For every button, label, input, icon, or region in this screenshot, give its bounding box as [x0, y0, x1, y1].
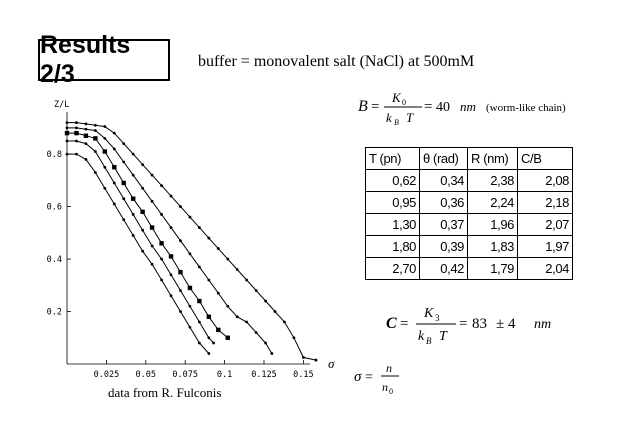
eq-c-num-sub: 3	[435, 313, 440, 323]
eq-c-den-tail: T	[439, 329, 447, 344]
data-point	[226, 258, 229, 261]
data-point	[141, 229, 144, 232]
eq-c-den: k	[418, 329, 425, 344]
x-tick-label: 0.125	[251, 370, 277, 380]
series-line-5	[67, 154, 209, 353]
series-line-2	[67, 128, 272, 354]
data-point	[66, 121, 69, 124]
data-point	[226, 305, 229, 308]
data-point	[66, 140, 69, 143]
data-point	[85, 123, 88, 126]
eq-c-value: 83	[472, 316, 487, 332]
data-point	[170, 273, 173, 276]
table-cell: 2,38	[468, 170, 518, 192]
data-point	[207, 336, 210, 339]
data-point	[66, 153, 69, 156]
data-point	[216, 328, 220, 332]
eq-b-equals: =	[371, 99, 380, 115]
data-point	[141, 187, 144, 190]
sigma-definition	[352, 360, 412, 398]
data-point	[75, 126, 78, 129]
data-point	[245, 279, 248, 282]
data-point	[179, 205, 182, 208]
data-point	[170, 226, 173, 229]
data-point	[170, 294, 173, 297]
data-point	[207, 279, 210, 282]
header-theta: θ (rad)	[420, 148, 468, 170]
data-point	[264, 300, 267, 303]
eq-c-lhs: C	[386, 315, 397, 332]
data-point	[141, 163, 144, 166]
table-cell: 1,79	[468, 258, 518, 280]
data-point	[122, 161, 125, 164]
data-point	[94, 129, 97, 132]
data-point	[122, 218, 125, 221]
data-point	[189, 252, 192, 255]
data-point	[151, 174, 154, 177]
y-tick-label: 0.4	[46, 255, 62, 266]
data-point	[255, 331, 258, 334]
data-point	[255, 289, 258, 292]
eq-b-equals-2: =	[424, 99, 433, 115]
eq-b-lhs: B	[358, 98, 368, 115]
data-point	[132, 213, 135, 216]
table-cell: 0,62	[366, 170, 420, 192]
x-axis-label: σ	[328, 356, 335, 371]
table-row	[366, 258, 573, 280]
data-point	[315, 359, 318, 362]
data-point	[75, 121, 78, 124]
series-line-3	[67, 133, 228, 338]
table-cell: 1,96	[468, 214, 518, 236]
eq-c-pm: ± 4	[496, 316, 516, 332]
data-point	[189, 326, 192, 329]
data-point	[207, 315, 211, 319]
data-point	[74, 131, 78, 135]
table-cell: 2,18	[518, 192, 573, 214]
table-cell: 0,34	[420, 170, 468, 192]
data-point	[217, 247, 220, 250]
y-axis-label: Z/L	[54, 100, 70, 110]
data-point	[132, 234, 135, 237]
data-point	[122, 142, 125, 145]
data-point	[217, 292, 220, 295]
data-point	[236, 268, 239, 271]
data-credit: data from R. Fulconis	[108, 385, 222, 400]
data-point	[179, 289, 182, 292]
data-point	[113, 147, 116, 150]
data-point	[236, 315, 239, 318]
eq-s-lhs: σ	[354, 369, 362, 385]
twist-modulus-equation	[384, 300, 584, 346]
header-ratio: C/B	[518, 148, 573, 170]
eq-c-equals: =	[400, 316, 409, 332]
slide-title: Results 2/3	[38, 39, 170, 81]
table-cell: 0,36	[420, 192, 468, 214]
data-point	[151, 200, 154, 203]
y-tick-label: 0.6	[46, 202, 62, 213]
data-point	[112, 165, 116, 169]
data-point	[94, 150, 97, 153]
data-point	[245, 321, 248, 324]
data-point	[103, 125, 106, 128]
eq-c-equals-2: =	[459, 316, 468, 332]
data-point	[188, 286, 192, 290]
data-point	[270, 352, 273, 355]
x-tick-label: 0.025	[93, 370, 120, 380]
table-cell: 2,70	[366, 258, 420, 280]
data-point	[94, 171, 97, 174]
data-point	[75, 153, 78, 156]
data-point	[198, 226, 201, 229]
x-tick-label: 0.075	[172, 370, 198, 380]
data-point	[93, 136, 97, 140]
bending-modulus-equation	[356, 89, 596, 125]
data-point	[103, 187, 106, 190]
series-line-4	[67, 141, 214, 343]
data-point	[65, 131, 69, 135]
data-point	[198, 342, 201, 345]
data-point	[160, 279, 163, 282]
data-point	[293, 336, 296, 339]
data-point	[66, 126, 69, 129]
data-point	[122, 181, 126, 185]
header-radius: R (nm)	[468, 148, 518, 170]
data-point	[85, 142, 88, 145]
y-tick-label: 0.8	[46, 150, 62, 161]
data-point	[103, 166, 106, 169]
table-cell: 0,42	[420, 258, 468, 280]
data-point	[85, 128, 88, 131]
eq-b-den-tail: T	[406, 110, 414, 125]
table-row	[366, 192, 573, 214]
data-point	[132, 174, 135, 177]
header-tension: T (pn)	[366, 148, 420, 170]
data-point	[160, 213, 163, 216]
data-point	[151, 245, 154, 248]
parameter-table	[365, 147, 573, 280]
table-cell: 0,39	[420, 236, 468, 258]
y-tick-label: 0.2	[46, 307, 62, 318]
data-point	[197, 299, 201, 303]
eq-s-equals: =	[365, 370, 373, 385]
table-row	[366, 236, 573, 258]
data-point	[198, 266, 201, 269]
table-cell: 0,95	[366, 192, 420, 214]
eq-b-den: k	[386, 110, 392, 125]
eq-b-value: 40	[436, 100, 450, 115]
data-point	[75, 140, 78, 143]
eq-c-num: K	[424, 306, 434, 321]
table-row	[366, 214, 573, 236]
data-point	[103, 149, 107, 153]
x-tick-label: 0.1	[216, 370, 233, 380]
x-tick-label: 0.15	[293, 370, 314, 380]
eq-b-den-sub: B	[394, 118, 399, 125]
table-cell: 2,04	[518, 258, 573, 280]
table-cell: 2,24	[468, 192, 518, 214]
data-point	[264, 342, 267, 345]
table-row	[366, 170, 573, 192]
table-cell: 1,30	[366, 214, 420, 236]
data-point	[170, 195, 173, 198]
slide-subtitle: buffer = monovalent salt (NaCl) at 500mM	[198, 53, 475, 70]
data-point	[103, 137, 106, 140]
eq-s-den-sub: 0	[389, 387, 393, 396]
eq-b-num-sub: 0	[402, 98, 406, 107]
data-point	[274, 310, 277, 313]
data-point	[131, 197, 135, 201]
table-cell: 1,97	[518, 236, 573, 258]
table-header-row	[366, 148, 573, 170]
data-point	[132, 153, 135, 156]
data-point	[113, 132, 116, 135]
table-cell: 0,37	[420, 214, 468, 236]
data-point	[151, 263, 154, 266]
eq-b-note: (worm-like chain)	[486, 102, 566, 114]
data-point	[160, 258, 163, 261]
data-point	[302, 356, 305, 359]
table-cell: 2,07	[518, 214, 573, 236]
data-point	[178, 270, 182, 274]
data-point	[179, 239, 182, 242]
data-point	[113, 203, 116, 206]
table-cell: 1,83	[468, 236, 518, 258]
data-point	[226, 336, 230, 340]
data-point	[159, 241, 163, 245]
eq-c-unit: nm	[534, 317, 552, 332]
series-line-1	[67, 123, 316, 361]
data-point	[85, 158, 88, 161]
data-point	[198, 321, 201, 324]
data-point	[150, 225, 154, 229]
table-cell: 1,80	[366, 236, 420, 258]
eq-c-den-sub: B	[426, 336, 432, 346]
data-point	[169, 254, 173, 258]
data-point	[189, 305, 192, 308]
data-point	[283, 321, 286, 324]
data-point	[122, 197, 125, 200]
data-point	[140, 210, 144, 214]
data-point	[179, 310, 182, 313]
eq-b-unit: nm	[460, 99, 476, 114]
data-point	[189, 216, 192, 219]
data-point	[141, 250, 144, 253]
eq-s-den: n	[382, 380, 388, 394]
data-point	[207, 352, 210, 355]
eq-b-num: K	[392, 90, 401, 105]
data-point	[84, 134, 88, 138]
eq-s-num: n	[386, 361, 392, 375]
data-point	[212, 342, 215, 345]
table-cell: 2,08	[518, 170, 573, 192]
x-tick-label: 0.05	[135, 370, 157, 380]
data-point	[94, 124, 97, 127]
data-point	[113, 182, 116, 185]
data-point	[160, 184, 163, 187]
data-point	[207, 237, 210, 240]
